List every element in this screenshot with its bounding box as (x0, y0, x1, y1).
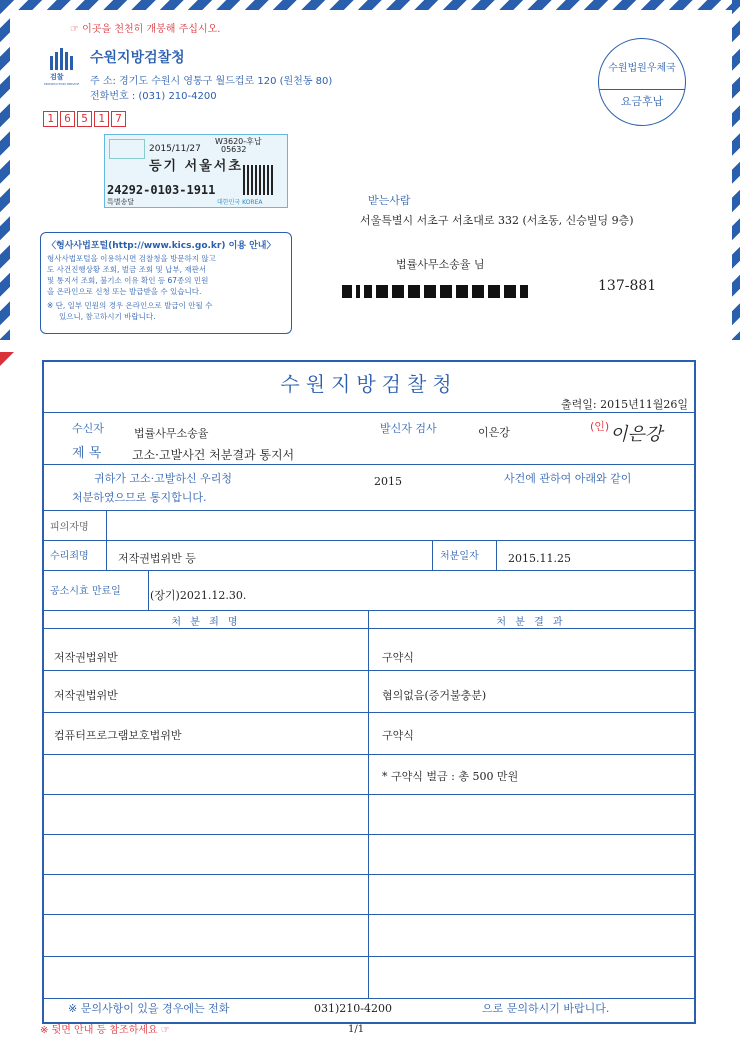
zip-code-boxes (43, 107, 128, 127)
logo-subtext: PROSECUTION SERVICE (44, 82, 80, 86)
form-rule (44, 670, 694, 671)
sticker-delivery: 특별송달 (107, 198, 135, 206)
body-year: 2015 (374, 475, 402, 488)
form-rule (44, 510, 694, 511)
footer-inquiry-a: ※ 문의사항이 있을 경우에는 전화 (68, 1002, 230, 1015)
info-body (47, 253, 216, 322)
offense-value: 저작권법위반 등 (118, 552, 196, 565)
back-notice: ※ 뒷면 안내 등 참조하세요 ☞ (40, 1025, 170, 1036)
form-rule (44, 998, 694, 999)
form-col-rule (368, 610, 369, 998)
registered-mail-sticker (104, 134, 288, 208)
sticker-type: 등기 서울서초 (149, 159, 243, 174)
form-col-rule (496, 540, 497, 570)
zip-digit: 7 (111, 111, 126, 127)
form-rule (44, 914, 694, 915)
form-col-rule (432, 540, 433, 570)
logo-text: 검찰 (50, 73, 64, 81)
sticker-date: 2015/11/27 (149, 144, 201, 154)
address-value: : 경기도 수원시 영통구 월드컵로 120 (원천동 80) (112, 76, 333, 87)
form-title: 수원지방검찰청 (280, 372, 458, 396)
info-line: 및 통지서 조회, 불기소 이유 확인 등 67종의 민원 (47, 276, 209, 285)
zip-digit: 1 (94, 111, 109, 127)
body-line-1b: 사건에 관하여 아래와 같이 (504, 472, 632, 485)
charge-cell: 저작권법위반 (54, 651, 118, 664)
charge-cell: 컴퓨터프로그램보호법위반 (54, 729, 182, 742)
sender-address (90, 72, 332, 87)
form-rule (44, 610, 694, 611)
sender-field-value: 이은강 (478, 426, 510, 439)
result-cell: 구약식 (382, 651, 414, 664)
form-rule (44, 874, 694, 875)
sticker-code: W3620-후납 (215, 137, 262, 146)
form-rule (44, 956, 694, 957)
disposal-date-label: 처분일자 (440, 551, 479, 562)
result-cell: * 구약식 벌금 : 총 500 만원 (382, 770, 519, 783)
zip-digit: 5 (77, 111, 92, 127)
zip-digit: 1 (43, 111, 58, 127)
recipient-name: 법률사무소송율 님 (396, 258, 485, 271)
sticker-barcode-number: 24292-0103-1911 (107, 183, 216, 197)
form-col-rule (106, 540, 107, 570)
offense-label: 수리죄명 (50, 551, 89, 562)
seal-mark: (인) (590, 420, 610, 433)
envelope-stripe-left (0, 0, 10, 340)
form-rule (44, 628, 694, 629)
postage-stamp (598, 38, 686, 126)
stamp-divider (599, 89, 685, 90)
phone-label: 전화번호 (90, 91, 129, 102)
prosecution-logo-icon (50, 48, 74, 70)
envelope-stripe-right (732, 0, 740, 340)
body-line-2: 처분하였으므로 통지합니다. (72, 491, 207, 504)
info-note: 있으니, 참고하시기 바랍니다. (59, 312, 156, 321)
footer-inquiry-phone: 031)210-4200 (314, 1002, 392, 1015)
sticker-carrier: 대한민국 KOREA (217, 199, 263, 206)
limitation-label: 공소시효 만료일 (50, 586, 121, 597)
info-line: 도 사건진행상황 조회, 벌금 조회 및 납부, 재판서 (47, 265, 207, 274)
recipient-field-value: 법률사무소송율 (134, 427, 209, 440)
form-rule (44, 412, 694, 413)
address-label: 주 소 (90, 76, 113, 87)
zip-digit: 6 (60, 111, 75, 127)
form-rule (44, 834, 694, 835)
info-line: 을 온라인으로 신청 또는 발급받을 수 있습니다. (47, 287, 202, 296)
notice-form (42, 360, 696, 1024)
postal-barcode (342, 281, 532, 300)
recipient-label: 받는사람 (368, 194, 411, 207)
form-col-rule (148, 570, 149, 610)
open-notice-text: 이곳을 천천히 개봉해 주십시오. (82, 24, 221, 35)
result-cell: 구약식 (382, 729, 414, 742)
form-rule (44, 540, 694, 541)
corner-mark (0, 352, 14, 366)
stamp-bottom-text: 요금후납 (620, 95, 664, 108)
envelope-stripe-top (0, 0, 740, 10)
recipient-address: 서울특별시 서초구 서초대로 332 (서초동, 신승빌딩 9층) (360, 214, 634, 227)
qr-code-icon (243, 165, 273, 195)
sticker-number: 05632 (221, 145, 247, 154)
sender-phone (90, 87, 217, 102)
result-column-header: 처 분 결 과 (496, 617, 566, 628)
form-rule (44, 712, 694, 713)
sender-field-label: 발신자 검사 (380, 422, 437, 435)
subject-value: 고소·고발사건 처분결과 통지서 (132, 448, 295, 462)
info-note: ※ 단, 일부 민원의 경우 온라인으로 발급이 안될 수 (47, 301, 213, 310)
page-number: 1/1 (348, 1024, 365, 1035)
form-rule (44, 754, 694, 755)
subject-label: 제 목 (72, 446, 102, 461)
form-rule (44, 794, 694, 795)
charge-cell: 저작권법위반 (54, 689, 118, 702)
sticker-emblem-icon (109, 139, 145, 159)
disposal-date-value: 2015.11.25 (508, 552, 571, 565)
form-col-rule (106, 510, 107, 540)
form-rule (44, 570, 694, 571)
open-arrow-icon: ☞ (70, 24, 83, 35)
footer-inquiry-b: 으로 문의하시기 바랍니다. (482, 1002, 610, 1015)
phone-value: : (031) 210-4200 (131, 91, 217, 102)
info-line: 형사사법포털을 이용하시면 검찰청을 방문하지 않고 (47, 254, 216, 263)
body-line-1a: 귀하가 고소·고발하신 우리청 (94, 472, 233, 485)
recipient-field-label: 수신자 (72, 422, 104, 435)
portal-info-box (40, 232, 292, 334)
sender-org: 수원지방검찰청 (90, 50, 185, 66)
open-notice (70, 20, 220, 35)
print-date: 출력일: 2015년11월26일 (561, 398, 688, 411)
stamp-top-text: 수원법원우체국 (608, 63, 676, 74)
info-title: 〈형사사법포털(http://www.kics.go.kr) 이용 안내〉 (47, 241, 276, 251)
recipient-postal-code: 137-881 (598, 278, 657, 294)
result-cell: 혐의없음(증거불충분) (382, 689, 487, 702)
charge-column-header: 처 분 죄 명 (171, 617, 241, 628)
limitation-value: (장기)2021.12.30. (150, 589, 247, 602)
form-rule (44, 464, 694, 465)
suspect-label: 피의자명 (50, 522, 89, 533)
signature: 이은강 (610, 424, 663, 445)
